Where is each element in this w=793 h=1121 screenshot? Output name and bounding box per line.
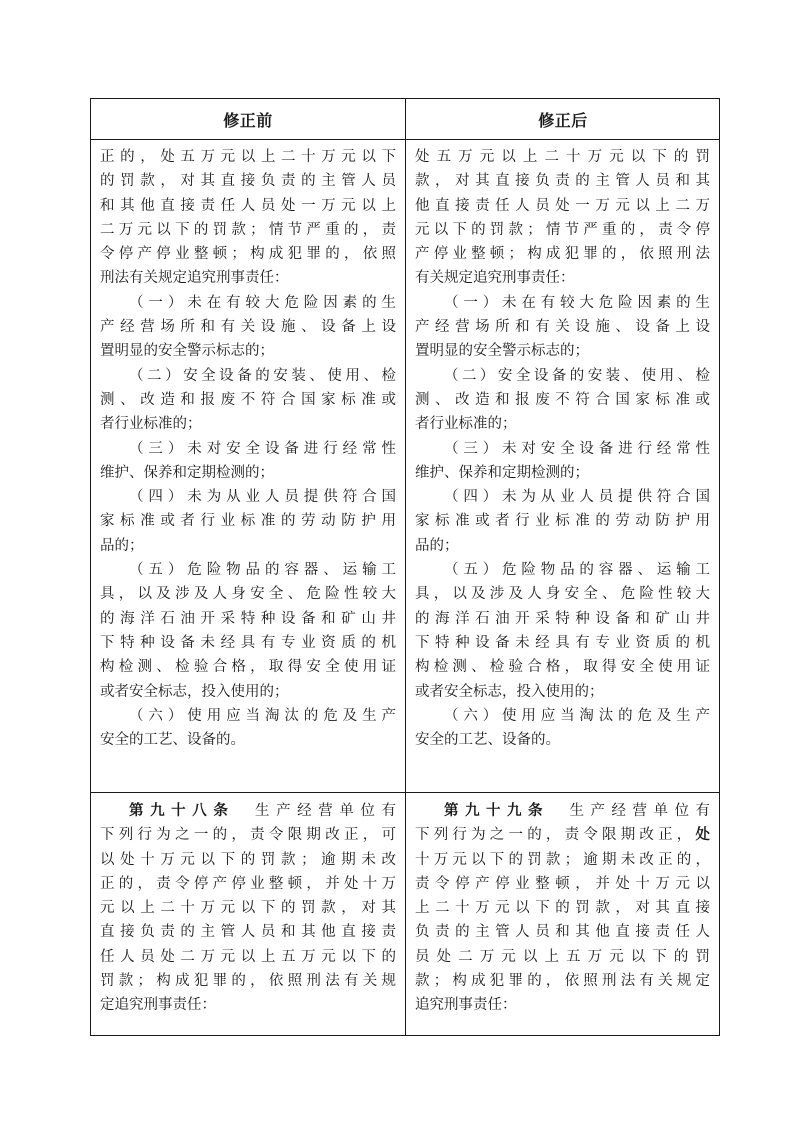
text-line: 二万元以下的罚款；情节严重的，责 xyxy=(100,221,396,238)
text-line: （二）安全设备的安装、使用、检 xyxy=(129,367,396,384)
text-line: 责令停产停业整顿，并处十万元以 xyxy=(415,875,710,892)
text-line: 追究刑事责任： xyxy=(415,997,517,1014)
text-line: 或者安全标志，投入使用的； xyxy=(100,683,289,700)
text-line: 刑法有关规定追究刑事责任： xyxy=(100,270,289,287)
row1-after-cell xyxy=(406,145,719,752)
text-line: 员处二万元以上五万元以下的罚 xyxy=(415,948,710,965)
text-segment: 生产经营单位有 xyxy=(248,803,396,819)
text-line: 任人员处二万元以上五万元以下的 xyxy=(100,948,396,965)
text-line: （六）使用应当淘汰的危及生产 xyxy=(444,707,710,724)
text-line: 款；构成犯罪的，依照刑法有关规定 xyxy=(415,973,710,990)
text-line: 家标准或者行业标准的劳动防护用 xyxy=(415,513,710,530)
text-line: （五）危险物品的容器、运输工 xyxy=(444,562,710,579)
article-number: 第九十八条 xyxy=(129,803,235,819)
text-line: 维护、保养和定期检测的； xyxy=(100,464,274,481)
header-after: 修正后 xyxy=(538,110,588,130)
text-line: 家标准或者行业标准的劳动防护用 xyxy=(100,513,396,530)
text-line: 以处十万元以下的罚款；逾期未改 xyxy=(100,851,396,868)
article-number: 第九十九条 xyxy=(444,803,549,819)
text-line: 维护、保养和定期检测的； xyxy=(415,464,589,481)
text-line: 构检测、检验合格，取得安全使用证 xyxy=(100,659,396,676)
text-line: 测、改造和报废不符合国家标准或 xyxy=(415,391,710,408)
text-line: 元以上二十万元以下的罚款，对其 xyxy=(100,900,396,917)
text-segment: 生产经营单位有 xyxy=(563,803,710,819)
text-segment: 下列行为之一的，责令限期改正， xyxy=(415,827,696,844)
header-divider xyxy=(91,139,719,140)
text-line xyxy=(415,823,710,847)
text-line: 品的； xyxy=(100,537,144,554)
text-line: 者行业标准的； xyxy=(100,416,202,433)
text-line: 定追究刑事责任： xyxy=(100,997,216,1014)
text-line: 有关规定追究刑事责任： xyxy=(415,270,575,287)
text-line xyxy=(100,799,396,823)
bold-text-segment: 处 xyxy=(695,827,710,844)
text-line: 正的，处五万元以上二十万元以下 xyxy=(100,149,396,165)
text-line xyxy=(415,799,710,823)
text-line: 直接负责的主管人员和其他直接责 xyxy=(100,924,396,941)
text-line: 下特种设备未经具有专业资质的机 xyxy=(415,634,710,651)
text-line: 的海洋石油开采特种设备和矿山井 xyxy=(415,610,710,627)
text-line: 的海洋石油开采特种设备和矿山井 xyxy=(100,610,396,627)
text-line: 上二十万元以下的罚款，对其直接 xyxy=(415,900,710,917)
text-line: （四）未为从业人员提供符合国 xyxy=(129,489,396,506)
text-line: 他直接责任人员处一万元以上二万 xyxy=(415,197,710,214)
text-line: 正的，责令停产停业整顿，并处十万 xyxy=(100,875,396,892)
text-line: 十万元以下的罚款；逾期未改正的， xyxy=(415,851,710,868)
text-line: 品的； xyxy=(415,537,459,554)
comparison-table xyxy=(90,98,720,1036)
text-line: 处五万元以上二十万元以下的罚 xyxy=(415,149,710,165)
text-line: （一）未在有较大危险因素的生 xyxy=(129,294,396,311)
text-line: 和其他直接责任人员处一万元以上 xyxy=(100,197,396,214)
text-line: 令停产停业整顿；构成犯罪的，依照 xyxy=(100,246,396,263)
text-line: 负责的主管人员和其他直接责任人 xyxy=(415,924,710,941)
text-line: 的罚款，对其直接负责的主管人员 xyxy=(100,173,396,190)
text-line: 置明显的安全警示标志的； xyxy=(100,343,274,360)
text-line: 测、改造和报废不符合国家标准或 xyxy=(100,391,396,408)
text-line: （三）未对安全设备进行经常性 xyxy=(129,440,396,457)
text-line: 产经营场所和有关设施、设备上设 xyxy=(415,319,710,336)
row2-after-cell xyxy=(406,799,719,1018)
text-line: 下特种设备未经具有专业资质的机 xyxy=(100,634,396,651)
row2-before-cell xyxy=(91,799,405,1018)
text-line: 元以下的罚款；情节严重的，责令停 xyxy=(415,221,710,238)
header-before: 修正前 xyxy=(223,110,273,130)
text-line: （三）未对安全设备进行经常性 xyxy=(444,440,710,457)
text-line: （六）使用应当淘汰的危及生产 xyxy=(129,707,396,724)
text-line: （二）安全设备的安装、使用、检 xyxy=(444,367,710,384)
text-line: 者行业标准的； xyxy=(415,416,517,433)
text-line: 置明显的安全警示标志的； xyxy=(415,343,589,360)
text-line: 安全的工艺、设备的。 xyxy=(100,732,245,749)
row-divider xyxy=(91,792,719,793)
text-line: （五）危险物品的容器、运输工 xyxy=(129,562,396,579)
text-line: 款，对其直接负责的主管人员和其 xyxy=(415,173,710,190)
text-line: 产经营场所和有关设施、设备上设 xyxy=(100,319,396,336)
text-line: （一）未在有较大危险因素的生 xyxy=(444,294,710,311)
row1-before-cell xyxy=(91,145,405,752)
text-line: 具，以及涉及人身安全、危险性较大 xyxy=(415,586,710,603)
text-line: 产停业整顿；构成犯罪的，依照刑法 xyxy=(415,246,710,263)
text-line: 或者安全标志，投入使用的； xyxy=(415,683,604,700)
text-line: 罚款；构成犯罪的，依照刑法有关规 xyxy=(100,973,396,990)
text-line: 下列行为之一的，责令限期改正，可 xyxy=(100,827,396,844)
text-line: 具，以及涉及人身安全、危险性较大 xyxy=(100,586,396,603)
text-line: （四）未为从业人员提供符合国 xyxy=(444,489,710,506)
text-line: 构检测、检验合格，取得安全使用证 xyxy=(415,659,710,676)
text-line: 安全的工艺、设备的。 xyxy=(415,732,560,749)
